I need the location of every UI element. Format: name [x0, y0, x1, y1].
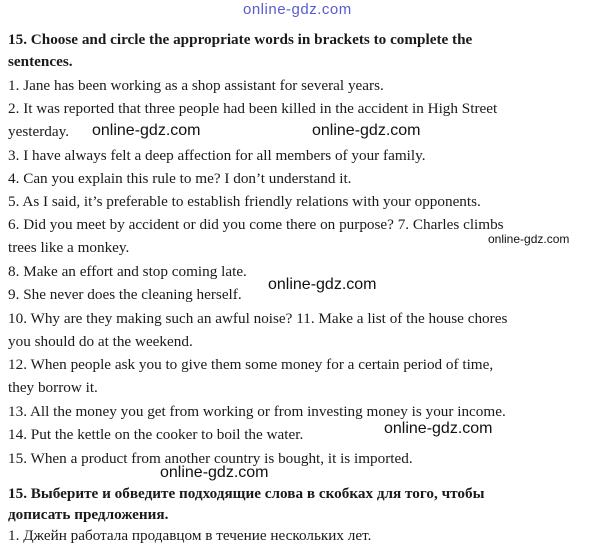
answer-line: 12. When people ask you to give them some money for a certain period of time, [8, 356, 494, 373]
watermark: online-gdz.com [268, 276, 377, 293]
answer-line: 1. Jane has been working as a shop assistant for several years. [8, 77, 384, 94]
heading-line: дописать предложения. [8, 506, 169, 523]
watermark: online-gdz.com [384, 420, 493, 437]
heading-line: sentences. [8, 53, 73, 70]
answer-line: you should do at the weekend. [8, 333, 193, 350]
answer-line: 8. Make an effort and stop coming late. [8, 263, 247, 280]
answer-line: yesterday. [8, 123, 70, 140]
watermark: online-gdz.com [488, 232, 570, 246]
answer-line: 2. It was reported that three people had been killed in the accident in High Street [8, 100, 498, 117]
answer-line: 14. Put the kettle on the cooker to boil the water. [8, 426, 304, 443]
watermark: online-gdz.com [312, 122, 421, 139]
answer-line: 4. Can you explain this rule to me? I don’t understand it. [8, 170, 352, 187]
answer-line: 3. I have always felt a deep affection for all members of your family. [8, 147, 426, 164]
heading-line: 15. Выберите и обведите подходящие слова в скобках для того, чтобы [8, 485, 485, 502]
watermark: online-gdz.com [160, 464, 269, 481]
watermark: online-gdz.com [92, 122, 201, 139]
answer-line: 15. When a product from another country is bought, it is imported. [8, 450, 413, 467]
answer-line: 1. Джейн работала продавцом в течение нескольких лет. [8, 527, 372, 544]
heading-line: 15. Choose and circle the appropriate words in brackets to complete the [8, 31, 473, 48]
answer-line: trees like a monkey. [8, 239, 130, 256]
answer-line: 13. All the money you get from working or from investing money is your income. [8, 403, 506, 420]
watermark-top: online-gdz.com [243, 1, 352, 18]
answer-line: 9. She never does the cleaning herself. [8, 286, 242, 303]
answer-line: 10. Why are they making such an awful noise? 11. Make a list of the house chores [8, 310, 508, 327]
answer-line: 6. Did you meet by accident or did you come there on purpose? 7. Charles climbs [8, 216, 504, 233]
answer-line: 5. As I said, it’s preferable to establish friendly relations with your opponents. [8, 193, 481, 210]
answer-line: they borrow it. [8, 379, 98, 396]
